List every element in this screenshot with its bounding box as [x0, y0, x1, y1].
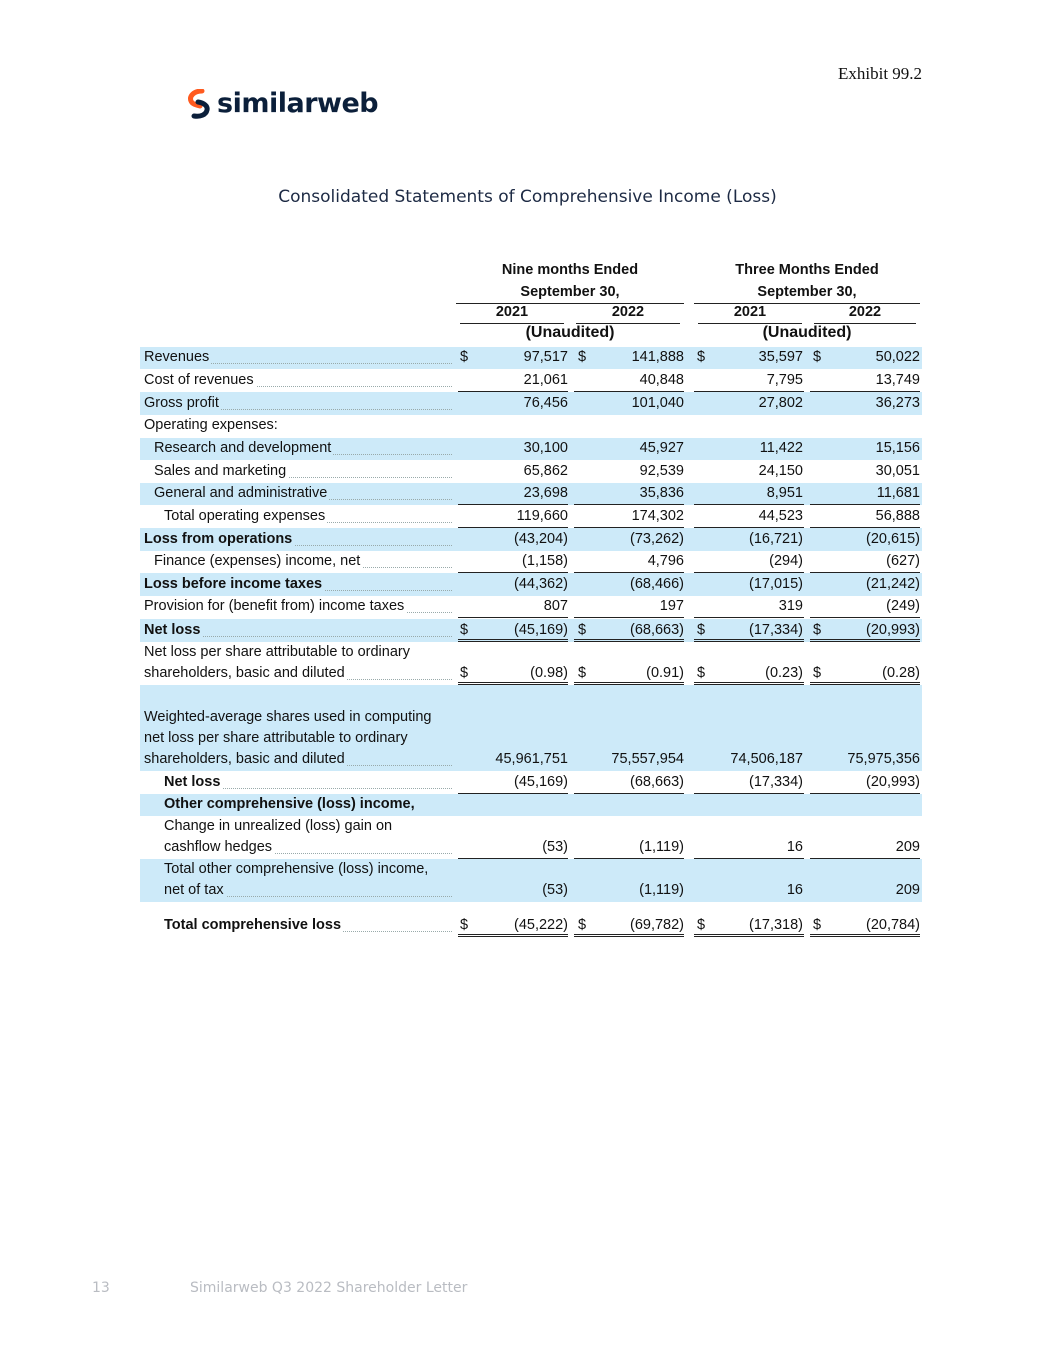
row-label [154, 483, 452, 504]
value-cell: 40,848 [639, 372, 684, 388]
row-label [144, 529, 452, 550]
total-underline [694, 504, 804, 505]
value-cell: 15,156 [875, 440, 920, 456]
currency-symbol: $ [697, 349, 706, 365]
value-cell: 13,749 [875, 372, 920, 388]
unaudited-label: (Unaudited) [525, 324, 615, 341]
value-cell: (17,334) [748, 774, 803, 790]
value-cell: (45,169) [513, 622, 568, 638]
value-cell: (17,318) [748, 917, 803, 933]
value-cell: (17,015) [748, 576, 803, 592]
row-label [144, 707, 452, 770]
value-cell: (68,663) [629, 774, 684, 790]
row-label [164, 794, 452, 815]
value-cell: 11,422 [759, 440, 803, 456]
value-cell: (17,334) [748, 622, 803, 638]
table-row [140, 347, 922, 369]
year-header: 2022 [814, 304, 916, 324]
value-cell: (53) [542, 882, 568, 898]
currency-symbol: $ [578, 917, 587, 933]
row-label-text: Loss before income taxes [144, 576, 323, 592]
value-cell: 35,597 [758, 349, 803, 365]
currency-symbol: $ [460, 349, 469, 365]
value-cell: (0.91) [646, 665, 684, 681]
value-cell: 92,539 [639, 463, 684, 479]
value-cell: (20,615) [865, 531, 920, 547]
table-row [140, 415, 922, 437]
currency-symbol: $ [697, 917, 706, 933]
value-cell: 75,975,356 [847, 751, 920, 767]
value-cell: (69,782) [629, 917, 684, 933]
currency-symbol: $ [460, 917, 469, 933]
row-label-text: Total operating expenses [164, 508, 326, 524]
currency-symbol: $ [813, 349, 822, 365]
value-cell: 44,523 [758, 508, 803, 524]
row-label [144, 596, 452, 617]
total-underline [574, 934, 684, 937]
row-label [164, 816, 452, 858]
unaudited-label: (Unaudited) [762, 324, 852, 341]
value-cell: 319 [778, 598, 803, 614]
value-cell: 8,951 [766, 485, 803, 501]
value-cell: (53) [542, 839, 568, 855]
row-label [154, 438, 452, 459]
exhibit-label: Exhibit 99.2 [838, 64, 923, 83]
year-header: 2021 [460, 304, 564, 324]
value-cell: 45,927 [639, 440, 684, 456]
row-label [164, 772, 452, 793]
row-label [154, 551, 452, 572]
row-label [164, 506, 452, 527]
total-underline [458, 934, 568, 937]
row-label [154, 461, 452, 482]
row-label-text: Total comprehensive loss [164, 917, 342, 933]
row-label [164, 859, 452, 901]
value-cell: (45,169) [513, 774, 568, 790]
value-cell: 141,888 [631, 349, 684, 365]
total-underline [810, 934, 920, 937]
currency-symbol: $ [697, 622, 706, 638]
period-header-three-months: Three Months Ended September 30, [694, 259, 920, 304]
footer-text: Similarweb Q3 2022 Shareholder Letter [190, 1280, 468, 1296]
row-label-text: Total other comprehensive (loss) income, net of tax [164, 861, 429, 898]
value-cell: 7,795 [766, 372, 803, 388]
row-label [164, 915, 452, 936]
value-cell: 119,660 [516, 508, 568, 524]
table-row [140, 392, 922, 415]
total-underline [694, 617, 804, 618]
value-cell: 65,862 [523, 463, 568, 479]
total-underline [574, 504, 684, 505]
value-cell: (73,262) [629, 531, 684, 547]
row-label-text: Change in unrealized (loss) gain on cashflow hedges [164, 818, 393, 855]
value-cell: (249) [886, 598, 920, 614]
currency-symbol: $ [460, 622, 469, 638]
row-label [144, 347, 452, 368]
value-cell: (16,721) [748, 531, 803, 547]
table-row [140, 506, 922, 528]
value-cell: 27,802 [758, 395, 803, 411]
row-label-text: Finance (expenses) income, net [154, 553, 361, 569]
value-cell: (68,663) [629, 622, 684, 638]
table-row [140, 641, 922, 685]
table-row [140, 438, 922, 460]
value-cell: (0.28) [882, 665, 920, 681]
similarweb-logo-icon [186, 89, 212, 119]
value-cell: 74,506,187 [730, 751, 803, 767]
table-row [140, 370, 922, 392]
value-cell: 56,888 [875, 508, 920, 524]
table-row [140, 915, 922, 937]
value-cell: (20,993) [865, 774, 920, 790]
row-label-text: General and administrative [154, 485, 328, 501]
page-number: 13 [92, 1280, 110, 1296]
value-cell: 30,051 [875, 463, 920, 479]
value-cell: (0.23) [765, 665, 803, 681]
value-cell: 101,040 [631, 395, 684, 411]
row-label [144, 393, 452, 414]
value-cell: (44,362) [513, 576, 568, 592]
value-cell: 21,061 [523, 372, 568, 388]
value-cell: 209 [895, 882, 920, 898]
total-underline [694, 934, 804, 937]
row-label-text: Loss from operations [144, 531, 293, 547]
brand-name: similarweb [217, 88, 379, 119]
total-underline [574, 617, 684, 618]
value-cell: 807 [543, 598, 568, 614]
value-cell: 4,796 [647, 553, 684, 569]
currency-symbol: $ [813, 665, 822, 681]
total-underline [458, 617, 568, 618]
value-cell: 23,698 [523, 485, 568, 501]
row-label-text: Net loss per share attributable to ordinary shareholders, basic and diluted [144, 644, 410, 681]
row-label-text: Research and development [154, 440, 332, 456]
table-row [140, 551, 922, 573]
value-cell: 45,961,751 [495, 751, 568, 767]
period-header-nine-months: Nine months Ended September 30, [456, 259, 684, 304]
value-cell: (21,242) [865, 576, 920, 592]
value-cell: (45,222) [513, 917, 568, 933]
currency-symbol: $ [460, 665, 469, 681]
similarweb-logo [186, 88, 378, 119]
value-cell: (1,158) [522, 553, 568, 569]
row-label-text: Gross profit [144, 395, 219, 411]
value-cell: 11,681 [876, 485, 920, 501]
currency-symbol: $ [697, 665, 706, 681]
total-underline [458, 504, 568, 505]
value-cell: 97,517 [523, 349, 568, 365]
value-cell: 50,022 [875, 349, 920, 365]
total-underline [810, 504, 920, 505]
value-cell: 197 [659, 598, 684, 614]
table-row [140, 859, 922, 902]
table-row [140, 460, 922, 483]
value-cell: (68,466) [629, 576, 684, 592]
value-cell: 36,273 [875, 395, 920, 411]
value-cell: 30,100 [523, 440, 568, 456]
row-label-text: Revenues [144, 349, 210, 365]
table-row [140, 573, 922, 596]
table-row [140, 596, 922, 618]
year-header: 2021 [698, 304, 802, 324]
table-row [140, 619, 922, 642]
row-label-text: Provision for (benefit from) income taxes [144, 598, 405, 614]
value-cell: (1,119) [639, 839, 684, 855]
row-label [144, 620, 452, 641]
value-cell: (20,784) [865, 917, 920, 933]
value-cell: 16 [786, 882, 803, 898]
value-cell: (20,993) [865, 622, 920, 638]
table-row [140, 771, 922, 794]
row-label-text: Other comprehensive (loss) income, [164, 796, 415, 812]
value-cell: 35,836 [639, 485, 684, 501]
row-label-text: Cost of revenues [144, 372, 254, 388]
currency-symbol: $ [813, 622, 822, 638]
row-label-text: Sales and marketing [154, 463, 287, 479]
value-cell: (43,204) [513, 531, 568, 547]
value-cell: 24,150 [758, 463, 803, 479]
value-cell: 75,557,954 [611, 751, 684, 767]
table-row [140, 528, 922, 551]
value-cell: 209 [895, 839, 920, 855]
currency-symbol: $ [578, 349, 587, 365]
row-label-text: Operating expenses: [144, 417, 278, 433]
value-cell: (627) [886, 553, 920, 569]
table-row [140, 816, 922, 859]
table-row [140, 685, 922, 771]
value-cell: (294) [769, 553, 803, 569]
table-row [140, 794, 922, 816]
value-cell: 76,456 [523, 395, 568, 411]
row-label-text: Weighted-average shares used in computing net loss per share attributable to ordinary shareholders, basic and diluted [144, 709, 432, 767]
value-cell: (1,119) [639, 882, 684, 898]
row-label-text: Net loss [144, 622, 201, 638]
row-label-text: Net loss [164, 774, 221, 790]
row-label [144, 642, 452, 684]
row-label [144, 370, 452, 391]
statement-title: Consolidated Statements of Comprehensive Income (Loss) [278, 187, 777, 207]
year-header: 2022 [576, 304, 680, 324]
currency-symbol: $ [813, 917, 822, 933]
row-label [144, 574, 452, 595]
currency-symbol: $ [578, 665, 587, 681]
value-cell: 16 [786, 839, 803, 855]
row-label [144, 415, 452, 436]
value-cell: (0.98) [530, 665, 568, 681]
total-underline [810, 617, 920, 618]
currency-symbol: $ [578, 622, 587, 638]
table-row [140, 483, 922, 505]
value-cell: 174,302 [631, 508, 684, 524]
